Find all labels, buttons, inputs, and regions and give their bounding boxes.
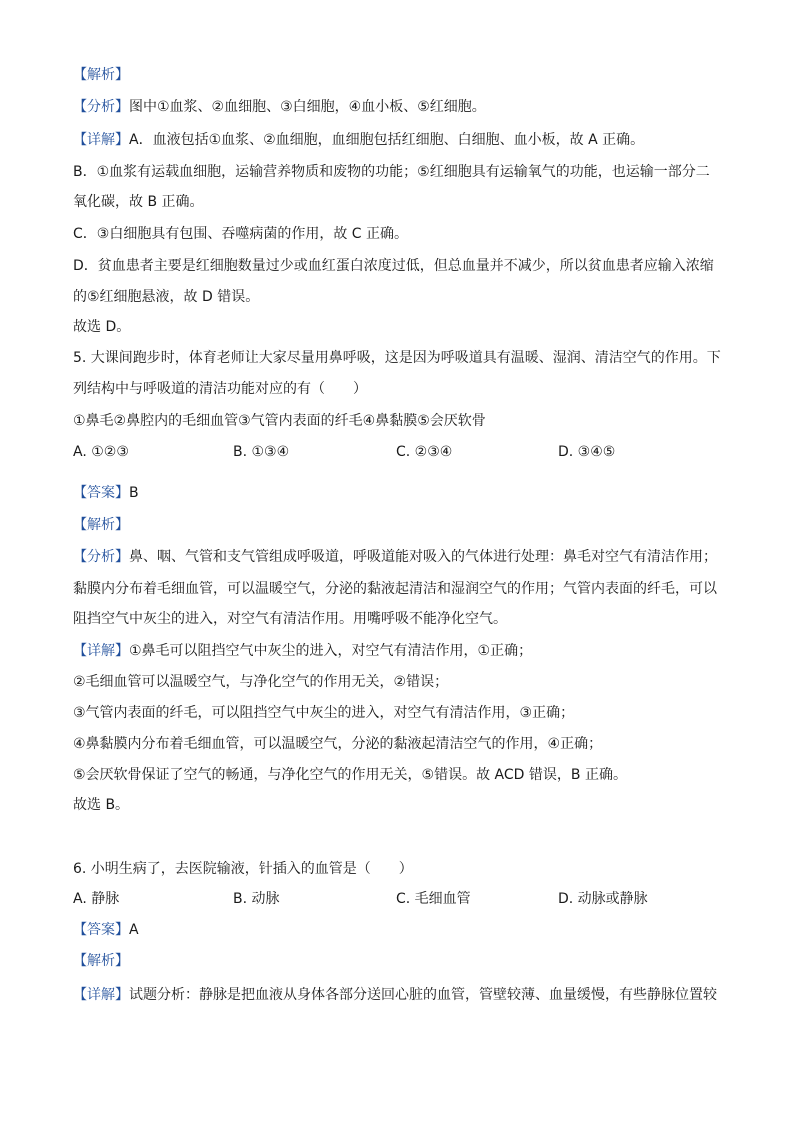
q5-xiangjie-line5: ⑤会厌软骨保证了空气的畅通，与净化空气的作用无关，⑤错误。故 ACD 错误，B 正确。 bbox=[73, 767, 627, 783]
q6-xiangjie-tag: 【详解】 bbox=[73, 987, 129, 1003]
q5-xiangjie-line3: ③气管内表面的纤毛，可以阻挡空气中灰尘的进入，对空气有清洁作用，③正确； bbox=[73, 705, 575, 721]
q5-stem-line2: 列结构中与呼吸道的清洁功能对应的有（ ） bbox=[73, 381, 367, 397]
fenxi-tag: 【分析】 bbox=[73, 99, 129, 115]
q5-fenxi-line1 bbox=[73, 548, 717, 566]
q5-fenxi-tag: 【分析】 bbox=[73, 549, 129, 565]
q5-analysis-heading bbox=[73, 516, 129, 534]
q6-analysis-heading bbox=[73, 952, 129, 970]
q5-fenxi-text1: 鼻、咽、气管和支气管组成呼吸道，呼吸道能对吸入的气体进行处理：鼻毛对空气有清洁作用； bbox=[129, 549, 717, 565]
fenxi-text: 图中①血浆、②血细胞、③白细胞，④血小板、⑤红细胞。 bbox=[129, 99, 486, 115]
q6-analysis-tag: 【解析】 bbox=[73, 953, 129, 969]
q6-option-b: B. 动脉 bbox=[233, 891, 280, 907]
option-d-explain-line2: 的⑤红细胞悬液，故 D 错误。 bbox=[73, 289, 260, 305]
xiangjie-line bbox=[73, 131, 644, 149]
q5-xiangjie-line2: ②毛细血管可以温暖空气，与净化空气的作用无关，②错误； bbox=[73, 674, 449, 690]
q5-fenxi-line2: 黏膜内分布着毛细血管，可以温暖空气，分泌的黏液起清洁和湿润空气的作用；气管内表面的纤毛，可以 bbox=[73, 581, 717, 597]
q5-analysis-tag: 【解析】 bbox=[73, 517, 129, 533]
conclusion: 故选 D。 bbox=[73, 319, 131, 335]
option-c-explain: C．③白细胞具有包围、吞噬病菌的作用，故 C 正确。 bbox=[73, 226, 409, 242]
q6-answer bbox=[73, 921, 139, 939]
q5-option-b: B. ①③④ bbox=[233, 444, 290, 460]
q6-option-d: D. 动脉或静脉 bbox=[558, 891, 648, 907]
q6-option-c: C. 毛细血管 bbox=[396, 891, 471, 907]
xiangjie-text: A．血液包括①血浆、②血细胞，血细胞包括红细胞、白细胞、血小板，故 A 正确。 bbox=[129, 132, 645, 148]
q6-xiangjie-text1: 试题分析：静脉是把血液从身体各部分送回心脏的血管，管壁较薄、血量缓慢，有些静脉位置较 bbox=[129, 987, 717, 1003]
option-b-explain-line1: B．①血浆有运载血细胞，运输营养物质和废物的功能；⑤红细胞具有运输氧气的功能，也运输一部分二 bbox=[73, 164, 710, 180]
analysis-tag: 【解析】 bbox=[73, 67, 129, 83]
q5-option-d: D. ③④⑤ bbox=[558, 444, 616, 460]
q5-xiangjie-tag: 【详解】 bbox=[73, 643, 129, 659]
q6-xiangjie-line1 bbox=[73, 986, 717, 1004]
q5-xiangjie-line1 bbox=[73, 642, 532, 660]
q5-stem-line1: 5. 大课间跑步时，体育老师让大家尽量用鼻呼吸，这是因为呼吸道具有温暖、湿润、清洁空气的作用。下 bbox=[73, 350, 721, 366]
q5-answer bbox=[73, 484, 139, 502]
q6-answer-tag: 【答案】 bbox=[73, 922, 129, 938]
q5-fenxi-line3: 阻挡空气中灰尘的进入，对空气有清洁作用。用嘴呼吸不能净化空气。 bbox=[73, 611, 507, 627]
option-d-explain-line1: D．贫血患者主要是红细胞数量过少或血红蛋白浓度过低，但总血量并不减少，所以贫血患者应输入浓缩 bbox=[73, 258, 714, 274]
q5-items: ①鼻毛②鼻腔内的毛细血管③气管内表面的纤毛④鼻黏膜⑤会厌软骨 bbox=[73, 413, 486, 429]
q5-conclusion: 故选 B。 bbox=[73, 797, 130, 813]
fenxi-line bbox=[73, 98, 486, 116]
q5-option-c: C. ②③④ bbox=[396, 444, 453, 460]
q6-answer-value: A bbox=[129, 922, 139, 938]
q5-xiangjie-line4: ④鼻黏膜内分布着毛细血管，可以温暖空气，分泌的黏液起清洁空气的作用，④正确； bbox=[73, 736, 603, 752]
q5-answer-value: B bbox=[129, 485, 139, 501]
q5-answer-tag: 【答案】 bbox=[73, 485, 129, 501]
analysis-heading bbox=[73, 66, 129, 84]
q6-stem: 6. 小明生病了，去医院输液，针插入的血管是（ ） bbox=[73, 861, 413, 877]
xiangjie-tag: 【详解】 bbox=[73, 132, 129, 148]
q5-option-a: A. ①②③ bbox=[73, 444, 129, 460]
option-b-explain-line2: 氧化碳，故 B 正确。 bbox=[73, 194, 204, 210]
q6-option-a: A. 静脉 bbox=[73, 891, 120, 907]
q5-xiangjie-text1: ①鼻毛可以阻挡空气中灰尘的进入，对空气有清洁作用，①正确； bbox=[129, 643, 533, 659]
